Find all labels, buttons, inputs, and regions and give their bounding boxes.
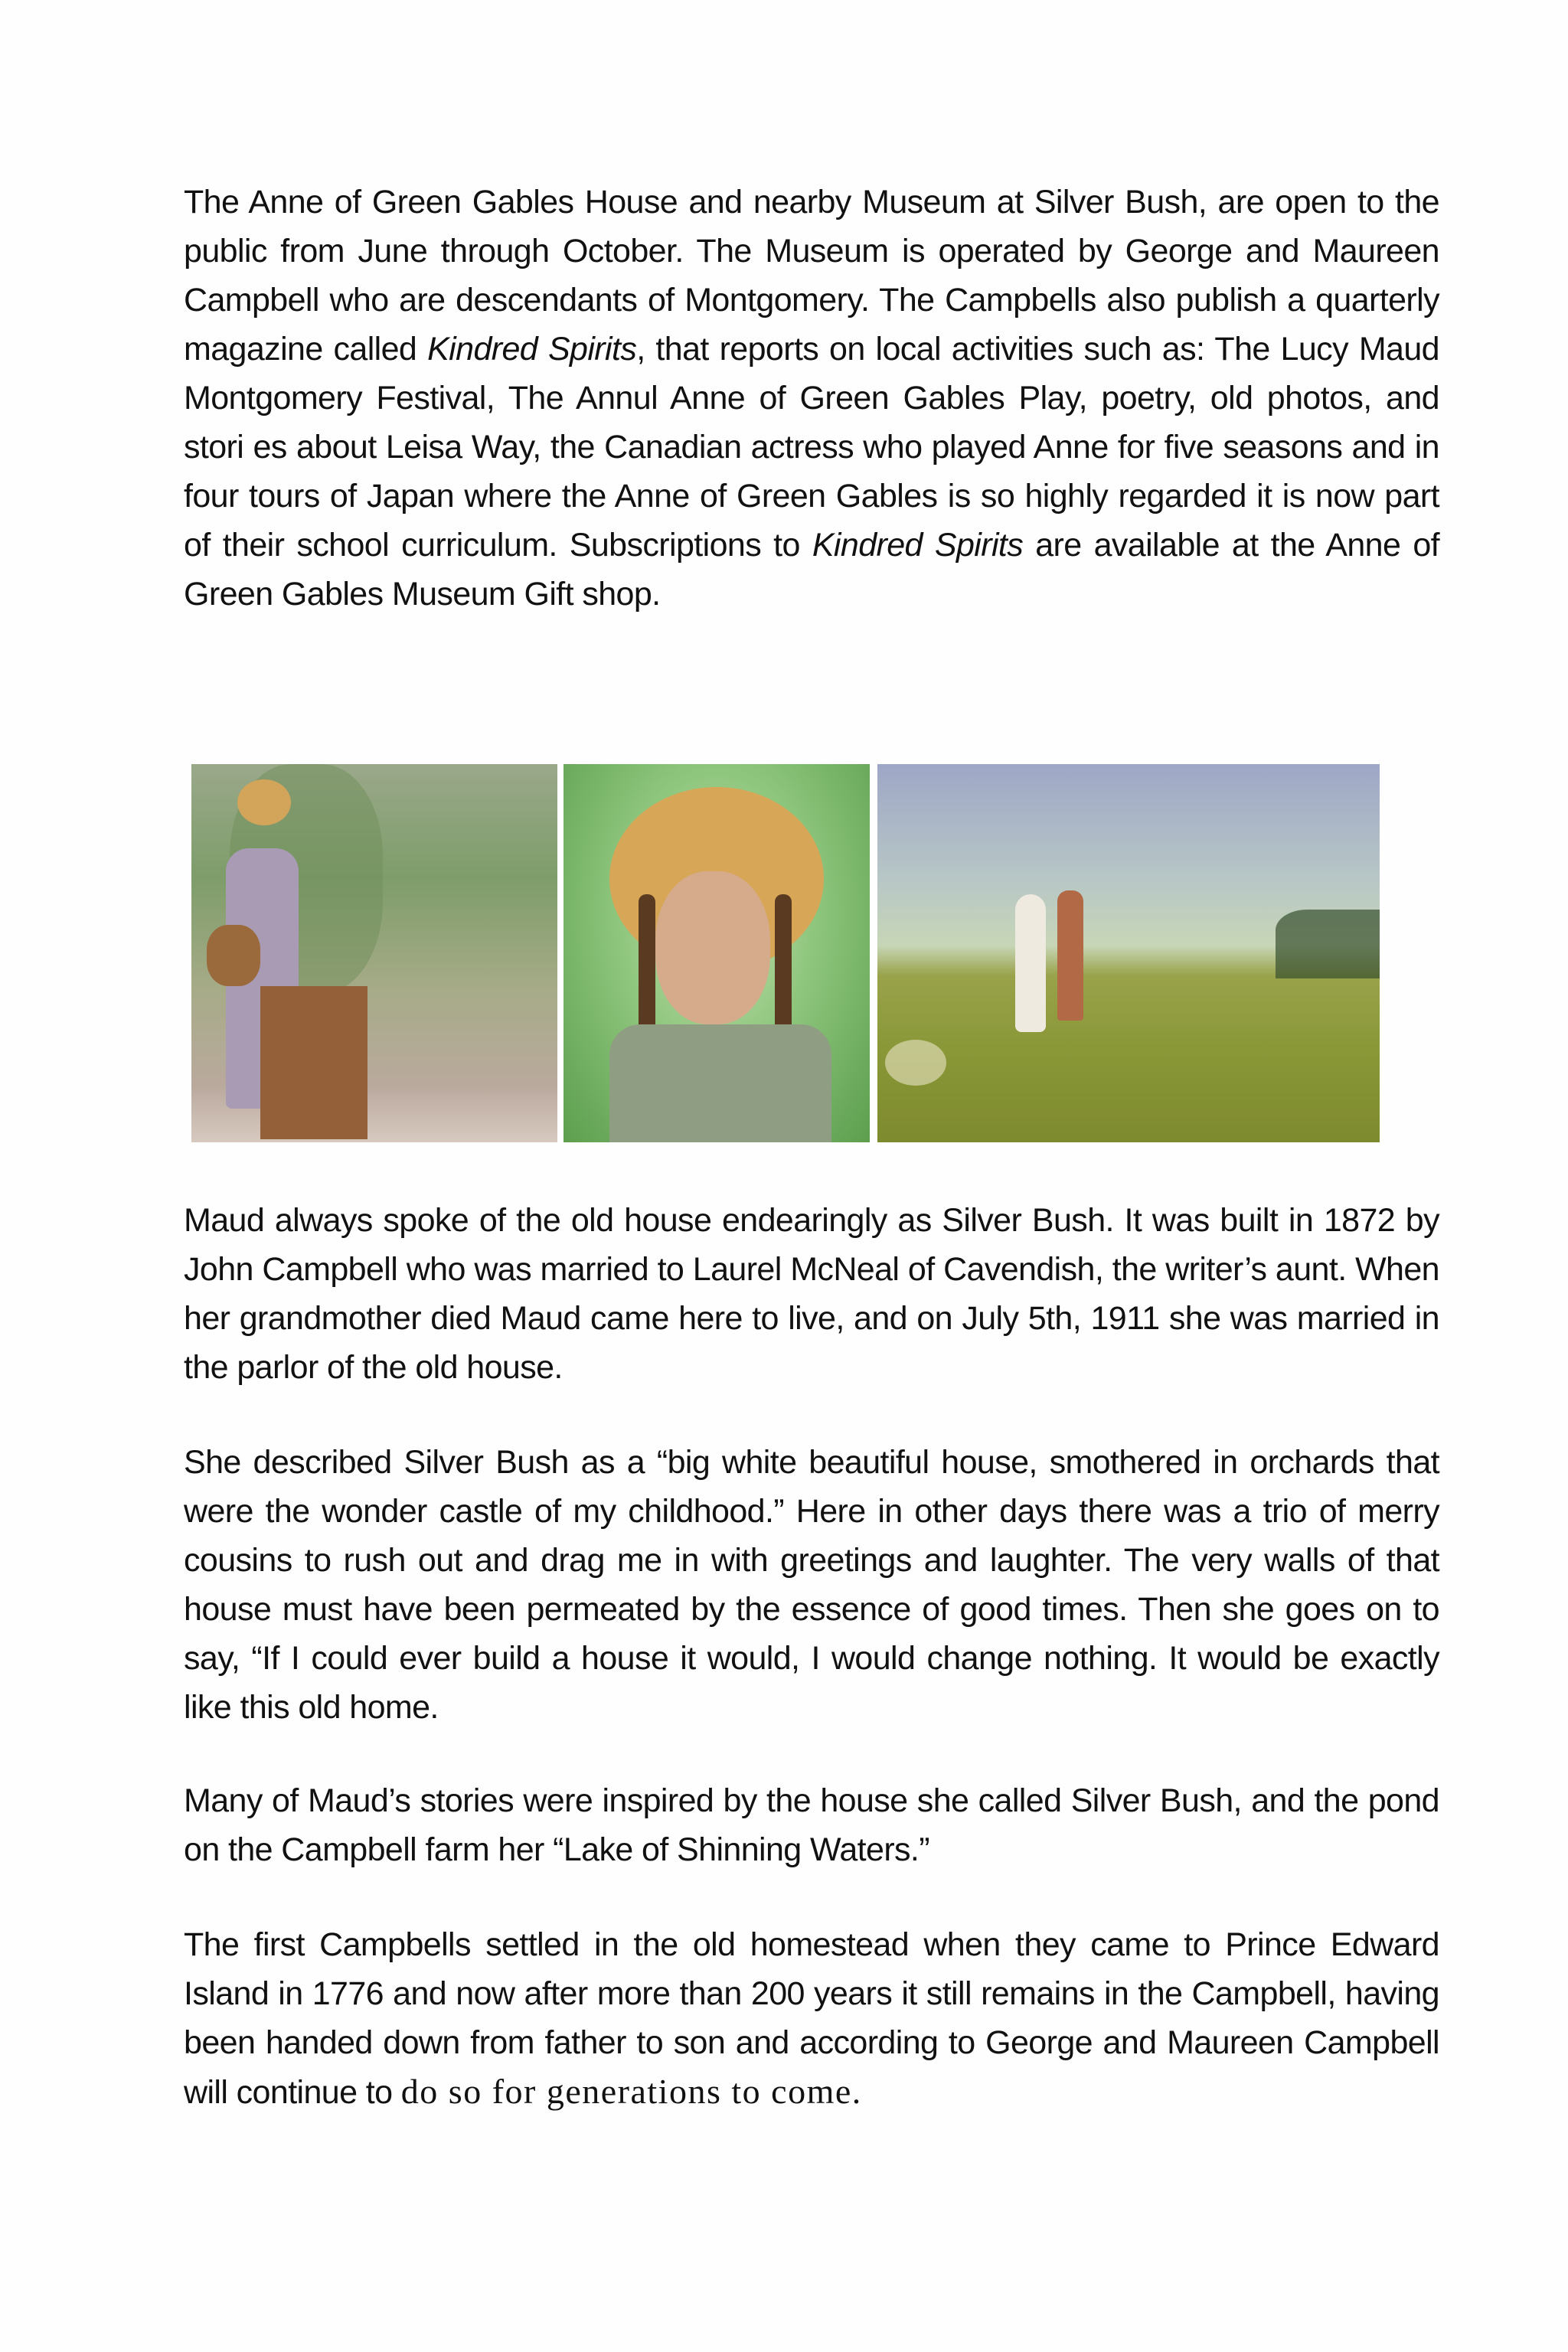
paragraph-inspiration — [184, 1776, 1439, 1874]
text-span: The first Campbells settled in the old homestead when they came to Prince Edward Island in 1776 and now after more than 200 years it still remains in the Campbell, having been handed down from father to son and according to George and Maureen Campbell will continue to — [184, 1926, 1439, 2111]
paragraph-text: She described Silver Bush as a “big white beautiful house, smothered in orchards that were the wonder castle of my childhood.” Here in other days there was a trio of merry cousins to rush out and drag me in with greetings and laughter. The very walls of that house must have been permeated by the essence of good times. Then she goes on to say, “If I could ever build a house it would, I would change nothing. It would be exactly like this old home. — [184, 1444, 1439, 1726]
photo-anne-seated — [191, 764, 557, 1142]
paragraph-homestead — [184, 1920, 1439, 2117]
text-span-serif: do so for generations to come. — [400, 2072, 862, 2111]
paragraph-text: Many of Maud’s stories were inspired by the house she called Silver Bush, and the pond on the Campbell farm her “Lake of Shinning Waters.” — [184, 1782, 1439, 1868]
magazine-title: Kindred Spirits — [812, 527, 1024, 564]
photo-anne-portrait — [564, 764, 870, 1142]
paragraph-description-quote — [184, 1438, 1439, 1732]
text-span: are available at the Anne of Green Gables Museum Gift shop. — [184, 527, 1439, 612]
paragraph-silver-bush-history — [184, 1196, 1439, 1392]
photo-meadow — [877, 764, 1380, 1142]
paragraph-text: Maud always spoke of the old house endearingly as Silver Bush. It was built in 1872 by John Campbell who was married to Laurel McNeal of Cavendish, the writer’s aunt. When her grandmother died Maud came here to live, and on July 5th, 1911 she was married in the parlor of the old house. — [184, 1202, 1439, 1386]
magazine-title: Kindred Spirits — [427, 331, 637, 368]
paragraph-museum-info — [184, 178, 1439, 619]
text-span: , that reports on local activities such as: The Lucy Maud Montgomery Festival, The Annul Anne of Green Gables Play, poetry, old photos, and stori es about Leisa Way, the Canadian actress who played Anne for five seasons and in four tours of Japan where the Anne of Green Gables is so highly regarded it is now part of their school curriculum. Subscriptions to — [184, 331, 1439, 564]
text-span: The Anne of Green Gables House and nearby Museum at Silver Bush, are open to the public from June through October. The Museum is operated by George and Maureen Campbell who are descendants of Montgomery. The Campbells also publish a quarterly magazine called — [184, 184, 1439, 368]
